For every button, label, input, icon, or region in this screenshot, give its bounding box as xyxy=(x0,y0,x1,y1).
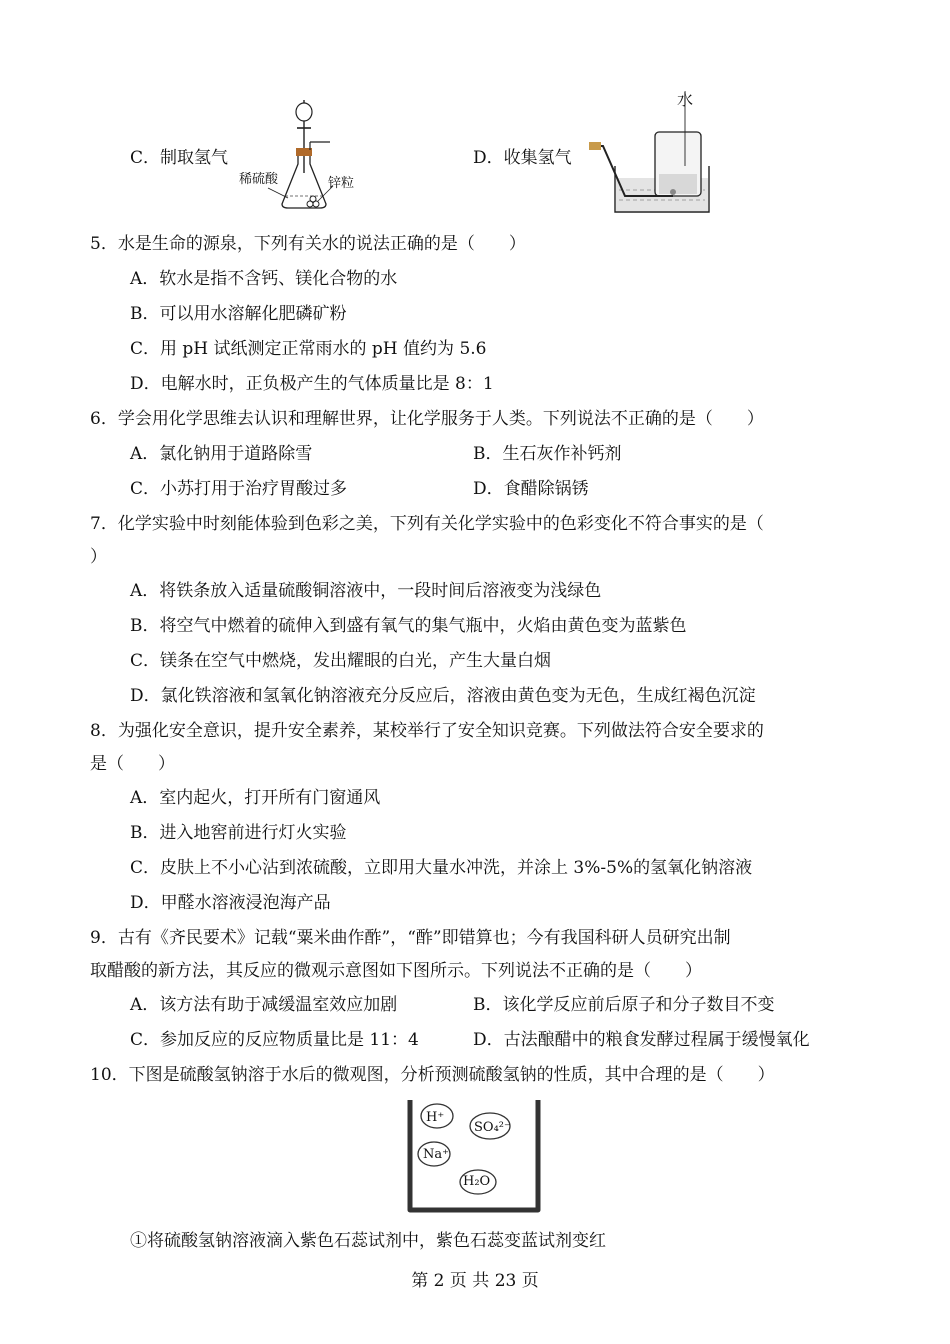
q10-stem: 10．下图是硫酸氢钠溶于水后的微观图，分析预测硫酸氢钠的性质，其中合理的是（ ） xyxy=(90,1065,775,1085)
q10-statement-1: ①将硫酸氢钠溶液滴入紫色石蕊试剂中，紫色石蕊变蓝试剂变红 xyxy=(130,1231,606,1251)
q9-option-b: B．该化学反应前后原子和分子数目不变 xyxy=(473,995,775,1015)
option-c-hydrogen-prep: C．制取氢气 xyxy=(130,148,229,168)
q9-stem: 9．古有《齐民要术》记载“粟米曲作酢”，“酢”即错算也；今有我国科研人员研究出制 xyxy=(90,928,731,948)
label-water: 水 xyxy=(677,90,694,109)
q8-option-d: D．甲醛水溶液浸泡海产品 xyxy=(130,893,331,913)
q5-option-b: B．可以用水溶解化肥磷矿粉 xyxy=(130,304,347,324)
q9-option-d: D．古法酿醋中的粮食发酵过程属于缓慢氧化 xyxy=(473,1030,810,1050)
option-d-hydrogen-collect: D．收集氢气 xyxy=(473,148,572,168)
q7-option-a: A．将铁条放入适量硫酸铜溶液中，一段时间后溶液变为浅绿色 xyxy=(130,581,602,601)
q5-option-c: C．用 pH 试纸测定正常雨水的 pH 值约为 5.6 xyxy=(130,339,487,359)
q7-stem-cont: ） xyxy=(90,547,107,567)
q7-option-b: B．将空气中燃着的硫伸入到盛有氧气的集气瓶中，火焰由黄色变为蓝紫色 xyxy=(130,616,687,636)
label-dilute-sulfuric-acid: 稀硫酸 xyxy=(239,172,279,187)
ion-hydrogen: H⁺ xyxy=(426,1110,445,1125)
q5-stem: 5．水是生命的源泉，下列有关水的说法正确的是（ ） xyxy=(90,234,526,254)
q6-option-c: C．小苏打用于治疗胃酸过多 xyxy=(130,479,348,499)
q6-stem: 6．学会用化学思维去认识和理解世界，让化学服务于人类。下列说法不正确的是（ ） xyxy=(90,409,764,429)
q9-option-c: C．参加反应的反应物质量比是 11：4 xyxy=(130,1030,419,1050)
ion-sulfate: SO₄²⁻ xyxy=(474,1120,511,1135)
q7-stem: 7．化学实验中时刻能体验到色彩之美，下列有关化学实验中的色彩变化不符合事实的是（ xyxy=(90,514,764,534)
molecule-water: H₂O xyxy=(463,1174,491,1189)
q9-stem-cont: 取醋酸的新方法，其反应的微观示意图如下图所示。下列说法不正确的是（ ） xyxy=(90,961,702,981)
q5-option-a: A．软水是指不含钙、镁化合物的水 xyxy=(130,269,398,289)
q8-option-b: B．进入地窖前进行灯火实验 xyxy=(130,823,347,843)
q6-option-b: B．生石灰作补钙剂 xyxy=(473,444,622,464)
hydrogen-generator-figure xyxy=(238,98,358,216)
q8-option-a: A．室内起火，打开所有门窗通风 xyxy=(130,788,381,808)
q5-option-d: D．电解水时，正负极产生的气体质量比是 8：1 xyxy=(130,374,494,394)
water-collection-figure xyxy=(585,86,715,216)
q8-option-c: C．皮肤上不小心沾到浓硫酸，立即用大量水冲洗，并涂上 3%-5%的氢氧化钠溶液 xyxy=(130,858,753,878)
q9-option-a: A．该方法有助于减缓温室效应加剧 xyxy=(130,995,398,1015)
q8-stem-cont: 是（ ） xyxy=(90,754,175,774)
q6-option-d: D．食醋除锅锈 xyxy=(473,479,589,499)
q7-option-c: C．镁条在空气中燃烧，发出耀眼的白光，产生大量白烟 xyxy=(130,651,552,671)
q8-stem: 8．为强化安全意识，提升安全素养，某校举行了安全知识竞赛。下列做法符合安全要求的 xyxy=(90,721,764,741)
ion-sodium: Na⁺ xyxy=(423,1147,449,1162)
q7-option-d: D．氯化铁溶液和氢氧化钠溶液充分反应后，溶液由黄色变为无色，生成红褐色沉淀 xyxy=(130,686,756,706)
page-number-footer: 第 2 页 共 23 页 xyxy=(411,1271,539,1291)
q6-option-a: A．氯化钠用于道路除雪 xyxy=(130,444,313,464)
label-zinc: 锌粒 xyxy=(328,176,355,191)
